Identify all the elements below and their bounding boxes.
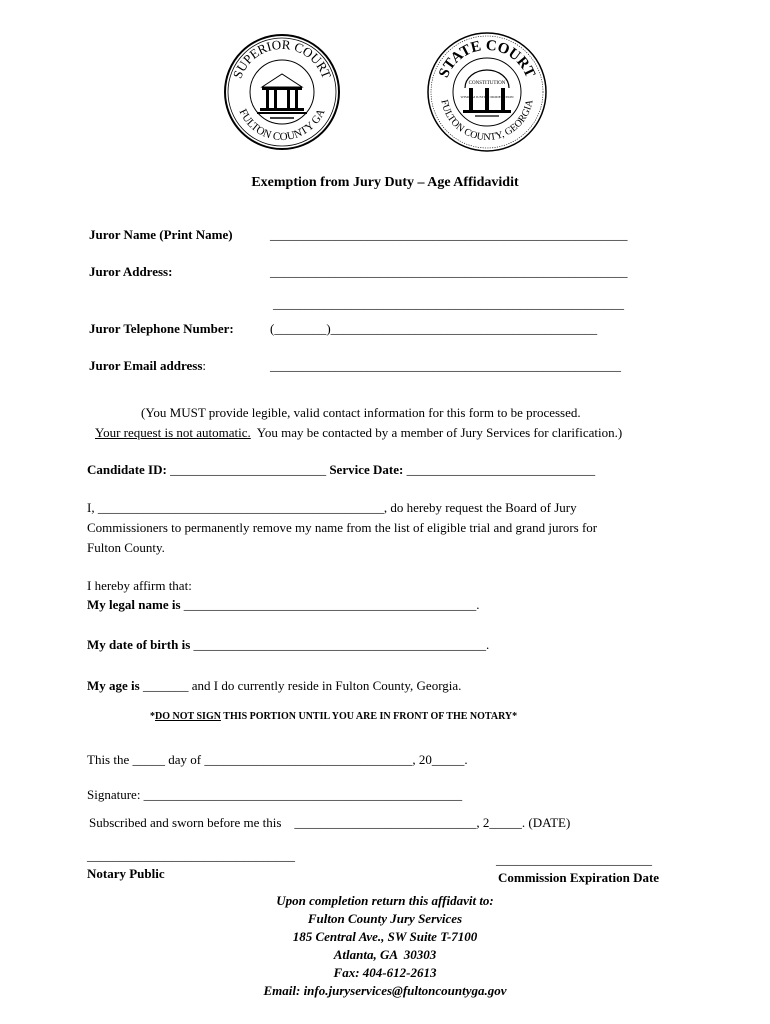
age-label: My age is xyxy=(87,678,140,693)
legal-name-label: My legal name is xyxy=(87,597,181,612)
commission-line[interactable]: ________________________ xyxy=(496,852,652,867)
dob-label: My date of birth is xyxy=(87,637,191,652)
service-date-line[interactable]: _____________________________ xyxy=(406,462,596,477)
notary-public-label: Notary Public xyxy=(87,866,165,881)
juror-email-colon: : xyxy=(202,358,207,373)
superior-court-seal xyxy=(222,32,342,152)
juror-email-label: Juror Email address xyxy=(89,358,203,373)
age-row xyxy=(87,678,461,694)
affirm-intro: I hereby affirm that: xyxy=(87,578,192,593)
age-line[interactable]: _______ and I do currently reside in Fulton County, Georgia. xyxy=(139,678,462,693)
request-line-1: I, ____________________________________________, do hereby request the Board of Jury xyxy=(87,500,577,515)
service-date-label: Service Date: xyxy=(329,462,404,477)
juror-address-line-1[interactable]: _______________________________________________________ xyxy=(270,264,628,279)
warning-prefix: * xyxy=(150,711,155,722)
superior-seal-top-text: SUPERIOR COURT xyxy=(229,36,335,81)
footer-email[interactable]: Email: info.juryservices@fultoncountyga.gov xyxy=(263,983,507,998)
dob-line[interactable]: _____________________________________________. xyxy=(190,637,490,652)
page-title: Exemption from Jury Duty – Age Affidavidit xyxy=(251,175,519,190)
warning-do-not-sign: DO NOT SIGN xyxy=(155,711,221,722)
juror-address-line-2[interactable]: ______________________________________________________ xyxy=(273,296,624,311)
dob-row xyxy=(87,637,489,653)
notice-contact: You may be contacted by a member of Jury Services for clarification.) xyxy=(250,425,623,440)
state-seal-band-text: CONSTITUTION xyxy=(468,81,506,86)
subscribed-line[interactable]: Subscribed and sworn before me this ____________________________, 2_____. (DATE) xyxy=(89,815,571,830)
footer-city: Atlanta, GA 30303 xyxy=(333,947,437,962)
ids-row xyxy=(87,462,595,478)
candidate-id-line[interactable]: ________________________ xyxy=(170,462,327,477)
notice-line-1: (You MUST provide legible, valid contact information for this form to be processed. xyxy=(141,405,581,420)
notary-signature-line[interactable]: ________________________________ xyxy=(87,848,295,863)
notice-not-automatic: Your request is not automatic. xyxy=(95,425,251,440)
juror-phone-line[interactable]: (________)_________________________________________ xyxy=(270,321,598,336)
legal-name-row xyxy=(87,597,480,613)
superior-seal-bottom-text: FULTON COUNTY GA xyxy=(236,107,328,144)
this-the-line[interactable]: This the _____ day of ________________________________, 20_____. xyxy=(87,752,468,767)
state-court-seal xyxy=(425,30,549,154)
state-seal-top-text: STATE COURT xyxy=(436,37,538,81)
juror-phone-label: Juror Telephone Number: xyxy=(89,321,234,336)
state-seal-bottom-text: FULTON COUNTY, GEORGIA xyxy=(438,98,536,144)
juror-name-line[interactable]: _______________________________________________________ xyxy=(270,227,628,242)
warning-rest: THIS PORTION UNTIL YOU ARE IN FRONT OF THE NOTARY* xyxy=(220,711,518,722)
juror-address-label: Juror Address: xyxy=(89,264,173,279)
state-seal-motto-text: WISDOM JUSTICE MODERATION xyxy=(460,95,514,99)
footer-office-name: Fulton County Jury Services xyxy=(307,911,463,926)
footer-fax: Fax: 404-612-2613 xyxy=(333,965,437,980)
signature-line[interactable]: Signature: _________________________________________________ xyxy=(87,787,463,802)
notary-warning xyxy=(150,711,517,722)
candidate-id-label: Candidate ID: xyxy=(87,462,167,477)
juror-name-label: Juror Name (Print Name) xyxy=(89,227,233,242)
juror-email-line[interactable]: ______________________________________________________ xyxy=(270,358,621,373)
notice-line-2 xyxy=(95,425,622,441)
juror-email-label-wrap xyxy=(89,358,206,374)
footer-street: 185 Central Ave., SW Suite T-7100 xyxy=(292,929,478,944)
commission-expiration-label: Commission Expiration Date xyxy=(498,870,660,885)
legal-name-line[interactable]: _____________________________________________. xyxy=(180,597,480,612)
request-line-3: Fulton County. xyxy=(87,540,165,555)
footer-return-instruction: Upon completion return this affidavit to: xyxy=(276,893,494,908)
request-line-2: Commissioners to permanently remove my name from the list of eligible trial and grand jurors for xyxy=(87,520,598,535)
